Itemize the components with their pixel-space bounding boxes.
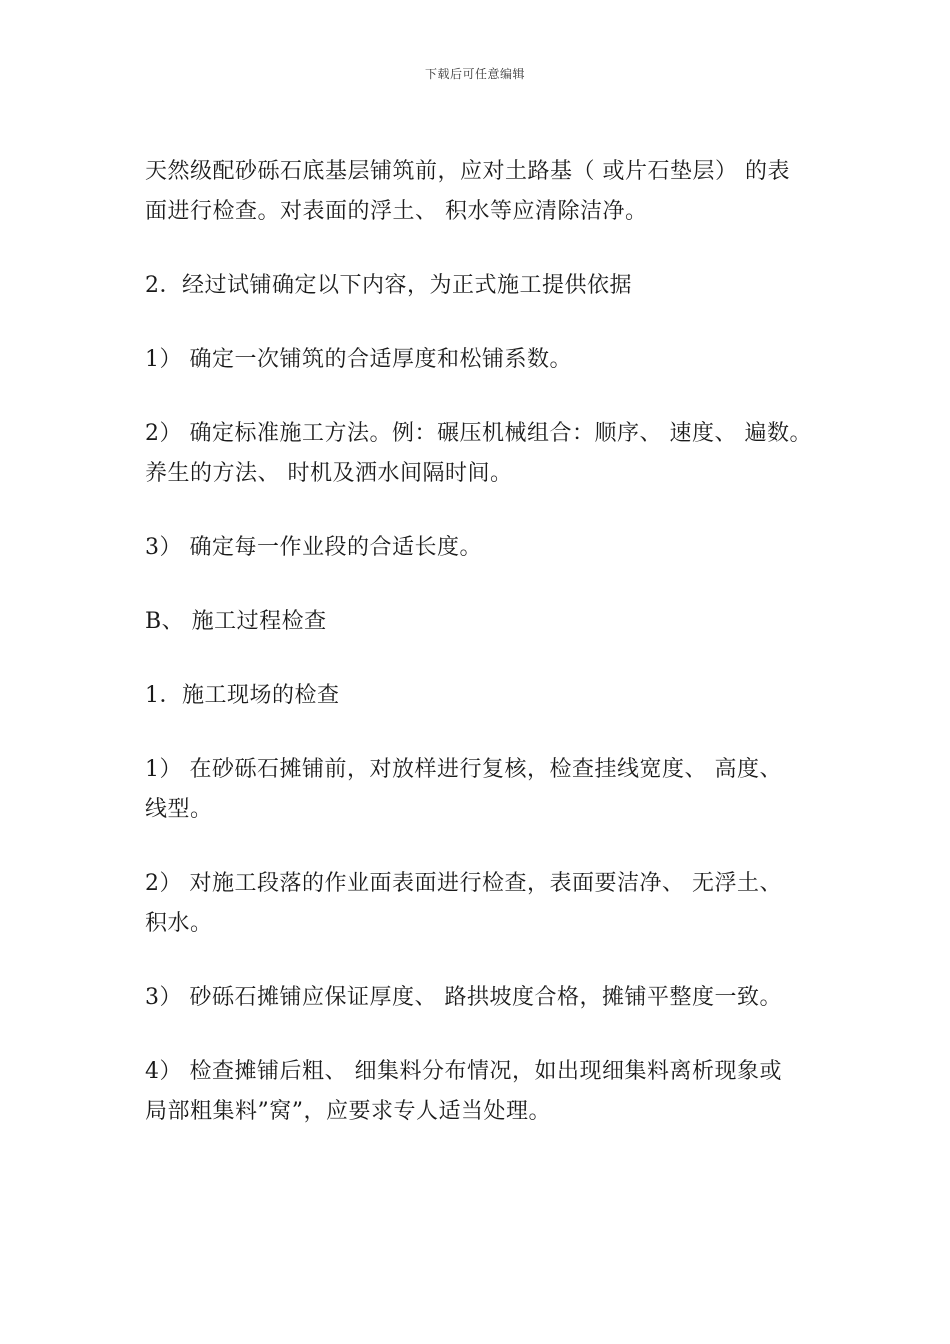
paragraph-base-inspection — [145, 152, 835, 232]
paragraph-line: B、 施工过程检查 — [145, 609, 327, 634]
paragraph-line: 天然级配砂砾石底基层铺筑前，应对土路基（ 或片石垫层） 的表 — [145, 159, 790, 184]
paragraph-line: 4） 检查摊铺后粗、 细集料分布情况，如出现细集料离析现象或 — [145, 1059, 782, 1084]
section-heading-b — [145, 602, 835, 642]
paragraph-line: 1） 确定一次铺筑的合适厚度和松铺系数。 — [145, 347, 572, 372]
paragraph-gap — [145, 494, 835, 528]
document-body — [145, 152, 835, 1132]
paragraph-line: 3） 确定每一作业段的合适长度。 — [145, 535, 482, 560]
subsection-heading-site-check — [145, 676, 835, 716]
paragraph-check-2 — [145, 864, 835, 944]
paragraph-line: 3） 砂砾石摊铺应保证厚度、 路拱坡度合格，摊铺平整度一致。 — [145, 985, 782, 1010]
paragraph-item-1 — [145, 340, 835, 380]
paragraph-line: 2） 对施工段落的作业面表面进行检查，表面要洁净、 无浮土、 — [145, 871, 782, 896]
paragraph-trial-paving — [145, 266, 835, 306]
paragraph-line: 积水。 — [145, 911, 213, 936]
paragraph-line: 1） 在砂砾石摊铺前，对放样进行复核，检查挂线宽度、 高度、 — [145, 757, 782, 782]
paragraph-gap — [145, 1018, 835, 1052]
paragraph-item-3 — [145, 528, 835, 568]
paragraph-gap — [145, 306, 835, 340]
paragraph-gap — [145, 944, 835, 978]
paragraph-gap — [145, 642, 835, 676]
paragraph-check-4 — [145, 1052, 835, 1132]
paragraph-line: 局部粗集料”窝”，应要求专人适当处理。 — [145, 1099, 551, 1124]
paragraph-check-1 — [145, 750, 835, 830]
paragraph-gap — [145, 568, 835, 602]
paragraph-line: 2） 确定标准施工方法。例：碾压机械组合：顺序、 速度、 遍数。 — [145, 421, 812, 446]
paragraph-gap — [145, 380, 835, 414]
header-note: 下载后可任意编辑 — [424, 67, 525, 81]
paragraph-line: 1．施工现场的检查 — [145, 683, 340, 708]
paragraph-check-3 — [145, 978, 835, 1018]
paragraph-line: 养生的方法、 时机及洒水间隔时间。 — [145, 461, 513, 486]
paragraph-line: 线型。 — [145, 797, 213, 822]
paragraph-item-2 — [145, 414, 835, 494]
paragraph-line: 2．经过试铺确定以下内容，为正式施工提供依据 — [145, 273, 632, 298]
paragraph-gap — [145, 830, 835, 864]
paragraph-gap — [145, 716, 835, 750]
paragraph-line: 面进行检查。对表面的浮土、 积水等应清除洁净。 — [145, 199, 648, 224]
paragraph-gap — [145, 232, 835, 266]
